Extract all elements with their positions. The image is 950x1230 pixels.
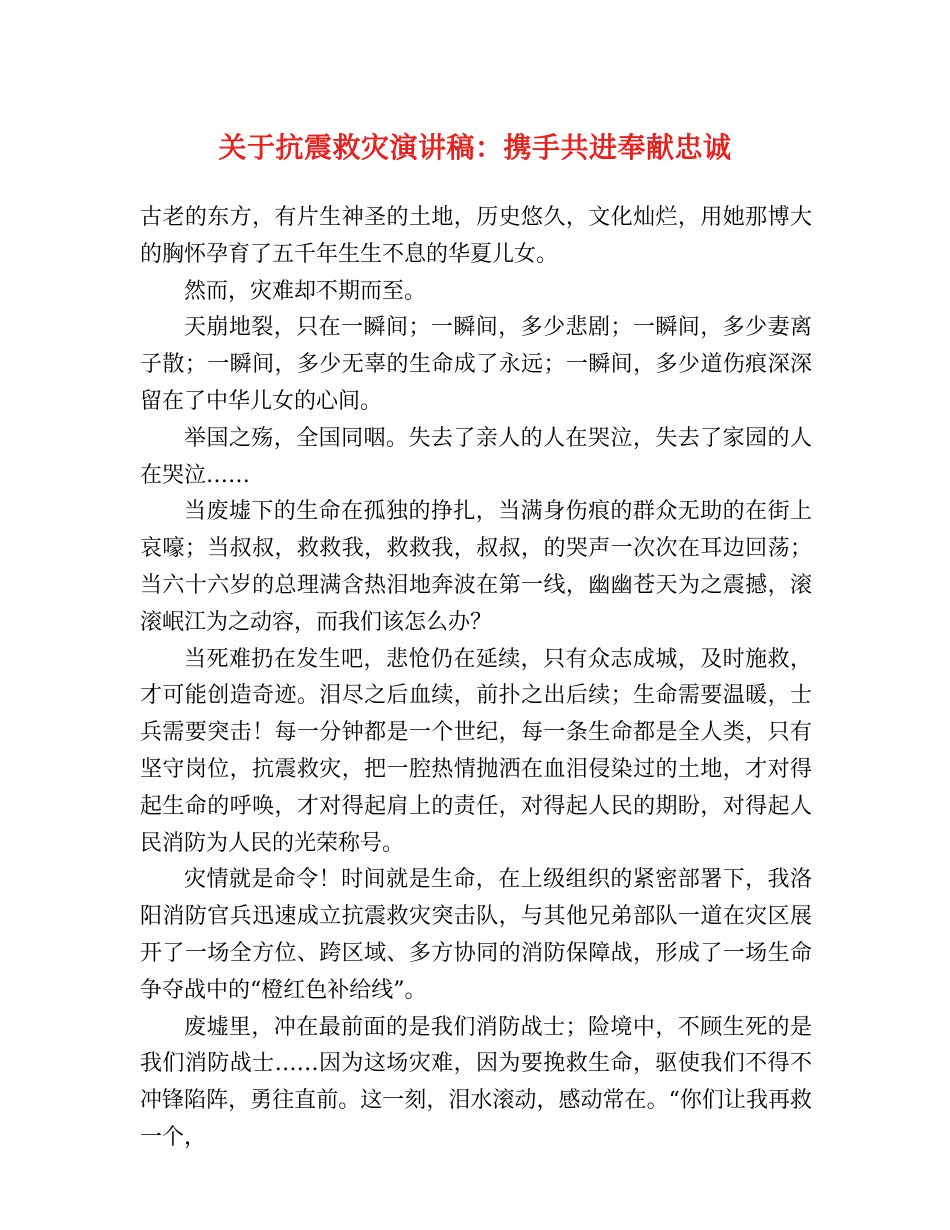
paragraph-1: 古老的东方，有片生神圣的土地，历史悠久，文化灿烂，用她那博大的胸怀孕育了五千年生生不息的华夏儿女。 [140, 205, 812, 267]
document-body [140, 200, 812, 1157]
paragraph-8: 废墟里，冲在最前面的是我们消防战士；险境中，不顾生死的是我们消防战士……因为这场灾难，因为要挽救生命，驱使我们不得不冲锋陷阵，勇往直前。这一刻，泪水滚动，感动常在。“你们让我再救一个， [140, 1014, 812, 1150]
paragraph-3: 天崩地裂，只在一瞬间；一瞬间，多少悲剧；一瞬间，多少妻离子散；一瞬间，多少无辜的生命成了永远；一瞬间，多少道伤痕深深留在了中华儿女的心间。 [140, 315, 812, 414]
paragraph-5: 当废墟下的生命在孤独的挣扎，当满身伤痕的群众无助的在街上哀嚎；当叔叔，救救我，救救我，叔叔，的哭声一次次在耳边回荡；当六十六岁的总理满含热泪地奔波在第一线，幽幽苍天为之震撼，滚滚岷江为之动容，而我们该怎么办？ [140, 499, 812, 635]
paragraph-7: 灾情就是命令！时间就是生命，在上级组织的紧密部署下，我洛阳消防官兵迅速成立抗震救灾突击队，与其他兄弟部队一道在灾区展开了一场全方位、跨区域、多方协同的消防保障战，形成了一场生命争夺战中的“橙红色补给线”。 [140, 867, 812, 1003]
document-title: 关于抗震救灾演讲稿：携手共进奉献忠诚 [218, 131, 732, 164]
paragraph-6: 当死难扔在发生吧，悲怆仍在延续，只有众志成城，及时施救，才可能创造奇迹。泪尽之后血续，前扑之出后续；生命需要温暖，士兵需要突击！每一分钟都是一个世纪，每一条生命都是全人类，只有坚守岗位，抗震救灾，把一腔热情抛洒在血泪侵染过的土地，才对得起生命的呼唤，才对得起肩上的责任，对得起人民的期盼，对得起人民消防为人民的光荣称号。 [140, 646, 812, 856]
paragraph-4: 举国之殇，全国同咽。失去了亲人的人在哭泣，失去了家园的人在哭泣…… [140, 425, 812, 488]
paragraph-2: 然而，灾难却不期而至。 [184, 278, 427, 304]
